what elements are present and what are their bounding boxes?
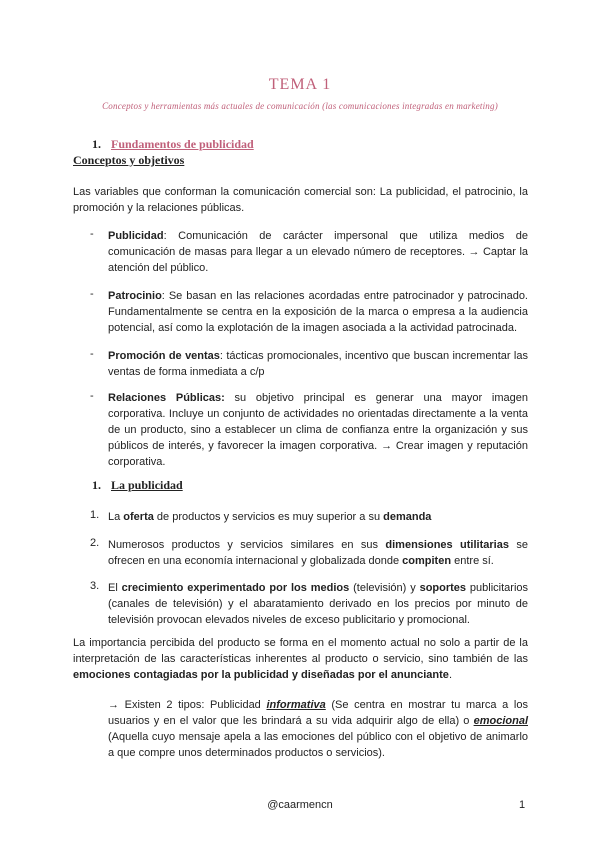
- subsection-heading: Conceptos y objetivos: [73, 153, 185, 167]
- bullet-term: Relaciones Públicas:: [108, 392, 225, 404]
- bullet-item-relaciones: [108, 390, 528, 470]
- text-run: .: [448, 669, 452, 681]
- section-title: Fundamentos de publicidad: [111, 137, 254, 151]
- text-run: (Aquella cuyo mensaje apela a las emociones del público con el objetivo de animarlo a que compre unos determinados productos o servicios).: [108, 731, 528, 759]
- bold-run: crecimiento experimentado por los medios: [121, 582, 350, 594]
- list-number: 2.: [90, 537, 100, 549]
- bullet-term: Promoción de ventas: [108, 350, 220, 362]
- section-heading-fundamentos: [92, 137, 254, 152]
- list-number: 3.: [90, 580, 100, 592]
- bullet-marker: -: [90, 228, 94, 240]
- bullet-item-promocion: [108, 348, 528, 380]
- text-run: (televisión) y: [349, 582, 420, 594]
- bullet-item-publicidad: [108, 228, 528, 276]
- text-run: entre sí.: [451, 555, 494, 567]
- section-number: 1.: [92, 478, 101, 492]
- text-run: El: [108, 582, 122, 594]
- text-run: La: [108, 511, 124, 523]
- list-number: 1.: [90, 509, 100, 521]
- text-run: publicitarios (canales de televisión) y el abaratamiento derivado en los precios por minuto de televisión provocan elevados niveles de exceso publicitario y promocional.: [108, 582, 529, 626]
- bold-run: compiten: [402, 555, 452, 567]
- section-heading-publicidad: [92, 478, 183, 493]
- text-run: Numerosos productos y servicios similares en sus: [108, 539, 386, 551]
- bullet-text: : Comunicación de carácter impersonal que utiliza medios de comunicación de masas para llegar a un elevado número de receptores. → Captar la atención del público.: [108, 230, 528, 274]
- bullet-text: su objetivo principal es generar una mayor imagen corporativa. Incluye un conjunto de actividades no orientadas directamente a la venta de un producto, sino a establecer un clima de confianza entre la organización y sus públicos de interés, y favorecer la imagen corporativa. → Crear imagen y reputación corporativa.: [108, 392, 528, 468]
- bullet-marker: -: [90, 390, 94, 402]
- bullet-text: : tácticas promocionales, incentivo que buscan incrementar las ventas de forma inmediata a c/p: [108, 350, 528, 378]
- text-run: La importancia percibida del producto se forma en el momento actual no solo a partir de la interpretación de las características inherentes al producto o servicio, sino también de las: [73, 637, 528, 665]
- page-number: 1: [519, 799, 526, 811]
- page-subtitle: Conceptos y herramientas más actuales de comunicación (las comunicaciones integradas en marketing): [102, 101, 498, 111]
- emphasis-run: emocional: [473, 715, 528, 727]
- bullet-marker: -: [90, 288, 94, 300]
- section-title: La publicidad: [111, 478, 183, 492]
- bullet-text: : Se basan en las relaciones acordadas entre patrocinador y patrocinado. Fundamentalmente se centra en la exposición de la marca o empresa a la audiencia potencial, así como la explotación de la imagen asociada a la actividad patrocinada.: [108, 290, 528, 334]
- list-item: [108, 509, 528, 525]
- text-run: → Existen 2 tipos: Publicidad: [108, 699, 267, 711]
- text-run: se ofrecen en una economía internacional y globalizada donde: [108, 539, 528, 567]
- footer-handle: @caarmencn: [267, 799, 333, 811]
- section-number: 1.: [92, 137, 101, 151]
- bold-run: emociones contagiadas por la publicidad y diseñadas por el anunciante: [73, 669, 449, 681]
- page-title: TEMA 1: [268, 76, 332, 93]
- text-run: (Se centra en mostrar tu marca a los usuarios y en el valor que les brindará a su vida adquirir algo de ella) o: [108, 699, 528, 727]
- emphasis-run: informativa: [266, 699, 326, 711]
- intro-paragraph: Las variables que conforman la comunicación comercial son: La publicidad, el patrocinio, la promoción y la relaciones públicas.: [73, 186, 528, 214]
- bullet-term: Patrocinio: [108, 290, 162, 302]
- importance-paragraph: [73, 635, 528, 683]
- text-run: de productos y servicios es muy superior a su: [153, 511, 384, 523]
- bullet-term: Publicidad: [108, 230, 164, 242]
- types-paragraph: [108, 697, 528, 761]
- list-item: [108, 580, 528, 628]
- bullet-item-patrocinio: [108, 288, 528, 336]
- bold-run: oferta: [123, 511, 154, 523]
- bullet-marker: -: [90, 348, 94, 360]
- list-item: [108, 537, 528, 569]
- bold-run: demanda: [383, 511, 432, 523]
- bold-run: soportes: [419, 582, 467, 594]
- bold-run: dimensiones utilitarias: [385, 539, 509, 551]
